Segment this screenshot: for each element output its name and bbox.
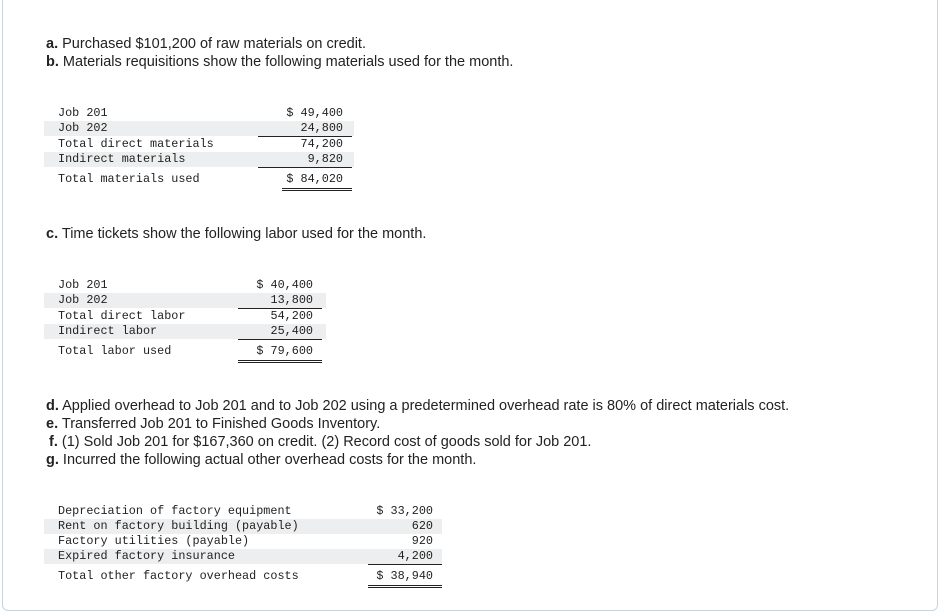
row-label: Expired factory insurance — [58, 549, 235, 563]
item-c-text: Time tickets show the following labor used for the month. — [61, 226, 427, 242]
table-row — [44, 309, 326, 324]
table-row — [44, 324, 326, 339]
row-value: $ 33,200 — [376, 504, 433, 518]
table-row — [44, 549, 442, 564]
item-e-text: Transferred Job 201 to Finished Goods Inventory. — [61, 416, 381, 432]
row-label: Indirect materials — [58, 152, 186, 166]
row-value — [368, 569, 442, 588]
item-a-letter: a. — [46, 36, 59, 52]
item-b-text: Materials requisitions show the following materials used for the month. — [62, 54, 514, 70]
row-value-text: $ 38,940 — [376, 569, 433, 583]
row-label: Total direct labor — [58, 309, 186, 323]
row-label: Total labor used — [58, 344, 172, 358]
table-row — [44, 278, 326, 293]
row-value — [368, 549, 442, 565]
row-value-text: 9,820 — [307, 152, 343, 166]
item-e — [46, 415, 380, 433]
row-value-text: 25,400 — [270, 324, 313, 338]
item-b — [46, 53, 513, 71]
row-value: 920 — [411, 534, 433, 548]
item-c-letter: c. — [46, 226, 59, 242]
item-b-letter: b. — [46, 54, 59, 70]
row-label: Rent on factory building (payable) — [58, 519, 299, 533]
row-value — [238, 324, 322, 340]
table-row — [44, 293, 326, 308]
item-a-text: Purchased $101,200 of raw materials on credit. — [62, 36, 366, 52]
item-f — [49, 433, 591, 451]
row-value — [258, 152, 352, 168]
item-d-text: Applied overhead to Job 201 and to Job 202 using a predetermined overhead rate is 80% of direct materials cost. — [62, 398, 790, 414]
row-label: Job 202 — [58, 121, 108, 135]
overhead-table — [44, 504, 442, 590]
row-value-text: 13,800 — [270, 293, 313, 307]
row-value: 54,200 — [270, 309, 313, 323]
table-row — [44, 534, 442, 549]
item-d-letter: d. — [46, 398, 59, 414]
table-row — [44, 344, 326, 359]
table-row — [44, 106, 354, 121]
item-g — [46, 451, 476, 469]
materials-table — [44, 106, 354, 190]
item-a — [46, 35, 366, 53]
row-label: Factory utilities (payable) — [58, 534, 250, 548]
row-label: Total materials used — [58, 172, 200, 186]
item-f-letter: f. — [49, 434, 58, 450]
item-c — [46, 225, 426, 243]
row-value: $ 40,400 — [256, 278, 313, 292]
table-row — [44, 504, 442, 519]
row-value — [238, 293, 322, 309]
row-value-text: $ 84,020 — [286, 172, 343, 186]
table-row — [44, 569, 442, 584]
row-value-text: $ 79,600 — [256, 344, 313, 358]
row-label: Depreciation of factory equipment — [58, 504, 292, 518]
row-value-text: 24,800 — [300, 121, 343, 135]
row-value-text: 4,200 — [397, 549, 433, 563]
row-label: Indirect labor — [58, 324, 158, 338]
table-row — [44, 137, 354, 152]
row-value: $ 49,400 — [286, 106, 343, 120]
labor-table — [44, 278, 326, 362]
table-row — [44, 121, 354, 136]
table-row — [44, 519, 442, 534]
row-label: Total direct materials — [58, 137, 214, 151]
item-e-letter: e. — [46, 416, 59, 432]
table-row — [44, 172, 354, 187]
item-g-letter: g. — [46, 452, 59, 468]
item-d — [46, 397, 789, 415]
row-label: Job 201 — [58, 278, 108, 292]
row-label: Job 202 — [58, 293, 108, 307]
row-value — [258, 121, 352, 137]
row-label: Total other factory overhead costs — [58, 569, 299, 583]
item-f-text: (1) Sold Job 201 for $167,360 on credit. (2) Record cost of goods sold for Job 201. — [61, 434, 592, 450]
row-label: Job 201 — [58, 106, 108, 120]
row-value — [238, 344, 322, 363]
row-value: 74,200 — [300, 137, 343, 151]
row-value: 620 — [411, 519, 433, 533]
item-g-text: Incurred the following actual other overhead costs for the month. — [62, 452, 477, 468]
row-value — [282, 172, 352, 191]
table-row — [44, 152, 354, 167]
